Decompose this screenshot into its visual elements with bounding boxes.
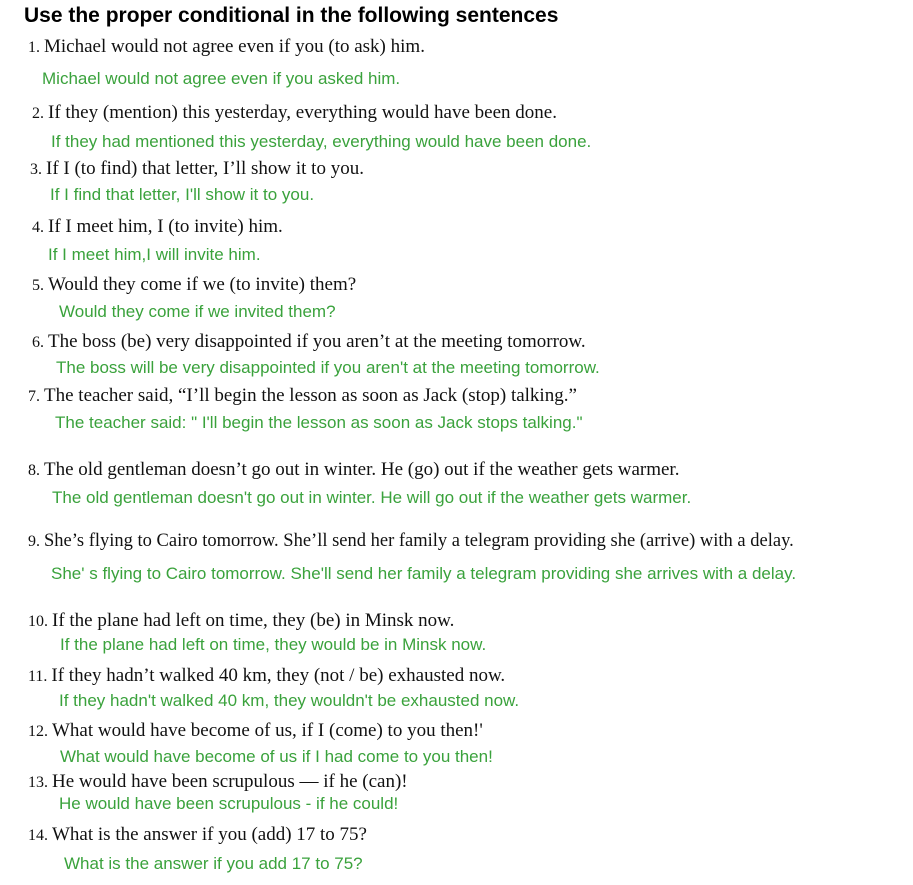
answer-8: The old gentleman doesn't go out in winter. He will go out if the weather gets warmer.	[52, 488, 692, 507]
question-text: The boss (be) very disappointed if you aren’t at the meeting tomorrow.	[48, 331, 586, 352]
question-text: If I meet him, I (to invite) him.	[48, 216, 283, 237]
question-text: Michael would not agree even if you (to ask) him.	[44, 36, 425, 57]
answer-2: If they had mentioned this yesterday, everything would have been done.	[51, 132, 592, 151]
question-number: 9.	[28, 533, 40, 550]
answer-6: The boss will be very disappointed if you aren't at the meeting tomorrow.	[56, 358, 600, 377]
question-9	[28, 531, 794, 552]
answer-7: The teacher said: " I'll begin the lesson as soon as Jack stops talking."	[55, 413, 583, 432]
question-12	[28, 720, 483, 742]
answer-10: If the plane had left on time, they would be in Minsk now.	[60, 635, 487, 654]
answer-1: Michael would not agree even if you asked him.	[42, 69, 401, 88]
answer-13: He would have been scrupulous - if he could!	[59, 794, 399, 813]
question-text: The teacher said, “I’ll begin the lesson as soon as Jack (stop) talking.”	[44, 385, 577, 406]
question-text: The old gentleman doesn’t go out in winter. He (go) out if the weather gets warmer.	[44, 459, 680, 480]
question-text: What would have become of us, if I (come) to you then!'	[52, 720, 483, 741]
question-number: 8.	[28, 462, 40, 479]
question-10	[28, 610, 454, 632]
question-number: 12.	[28, 723, 48, 740]
question-number: 1.	[28, 39, 40, 56]
question-text: If I (to find) that letter, I’ll show it to you.	[46, 158, 364, 179]
question-number: 14.	[28, 827, 48, 844]
question-text: Would they come if we (to invite) them?	[48, 274, 357, 295]
page-title: Use the proper conditional in the following sentences	[24, 4, 559, 27]
question-3	[30, 158, 364, 180]
question-text: If the plane had left on time, they (be) in Minsk now.	[52, 610, 455, 631]
answer-5: Would they come if we invited them?	[59, 302, 336, 321]
question-text: He would have been scrupulous — if he (can)!	[52, 771, 408, 792]
answer-14: What is the answer if you add 17 to 75?	[64, 854, 363, 873]
question-4	[32, 216, 283, 238]
answer-3: If I find that letter, I'll show it to you.	[50, 185, 315, 204]
answer-4: If I meet him,I will invite him.	[48, 245, 261, 264]
question-number: 10.	[28, 613, 48, 630]
question-number: 6.	[32, 334, 44, 351]
answer-11: If they hadn't walked 40 km, they wouldn't be exhausted now.	[59, 691, 520, 710]
question-1	[28, 36, 425, 58]
question-number: 13.	[28, 774, 48, 791]
question-text: What is the answer if you (add) 17 to 75?	[52, 824, 367, 845]
question-text: If they (mention) this yesterday, everything would have been done.	[48, 102, 557, 123]
question-number: 5.	[32, 277, 44, 294]
question-number: 7.	[28, 388, 40, 405]
question-14	[28, 824, 367, 846]
question-11	[28, 665, 505, 687]
question-number: 3.	[30, 161, 42, 178]
question-7	[28, 385, 577, 407]
question-number: 11.	[28, 668, 48, 685]
question-6	[32, 331, 586, 353]
question-5	[32, 274, 356, 296]
question-8	[28, 459, 679, 481]
question-13	[28, 771, 408, 793]
question-text: If they hadn’t walked 40 km, they (not / be) exhausted now.	[51, 665, 506, 686]
answer-12: What would have become of us if I had come to you then!	[60, 747, 493, 766]
answer-9: She' s flying to Cairo tomorrow. She'll send her family a telegram providing she arrives with a delay.	[51, 564, 797, 583]
question-2	[32, 102, 557, 124]
question-number: 2.	[32, 105, 44, 122]
question-text: She’s flying to Cairo tomorrow. She’ll send her family a telegram providing she (arrive) with a delay.	[44, 531, 794, 551]
question-number: 4.	[32, 219, 44, 236]
